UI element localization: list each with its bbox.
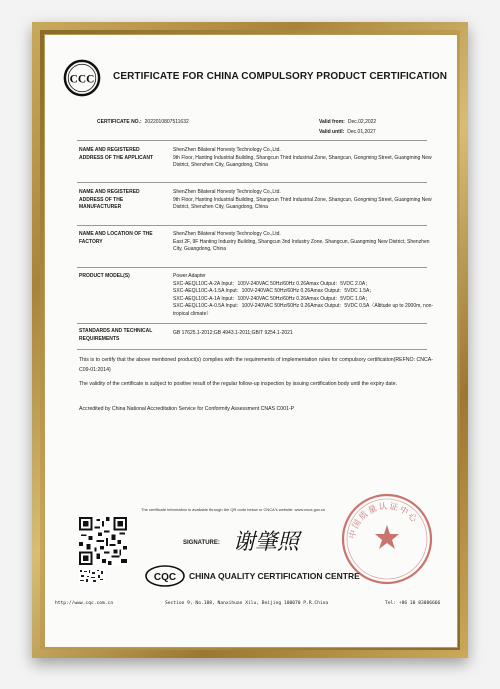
footer-tel: Tel: +86 10 83886666 xyxy=(385,601,441,606)
valid-from xyxy=(319,119,376,125)
signature-label: SIGNATURE: xyxy=(183,540,220,546)
certification-statement: This is to certify that the above mentioned product(s) complies with the requirements of implementation rules for compulsory certification(REFNO: CNCA-C09-01:2014) xyxy=(79,357,433,373)
certificate-no-label: CERTIFICATE NO.: xyxy=(97,119,142,125)
footer-website: http://www.cqc.com.cn xyxy=(55,601,114,606)
divider xyxy=(77,267,427,268)
qr-code-icon xyxy=(79,517,127,565)
manufacturer-label: NAME AND REGISTERED ADDRESS OF THE MANUFACTURER xyxy=(79,189,140,210)
divider xyxy=(77,225,427,226)
signature-image xyxy=(229,523,319,557)
applicant-name: ShenZhen Bilateral Honesty Technology Co.,Ltd. xyxy=(173,147,281,153)
issuer-name: CHINA QUALITY CERTIFICATION CENTRE xyxy=(189,571,360,581)
qr-notice: The certificate information is available through the QR code below or CNCA's website: www.cnca.gov.cn xyxy=(141,507,326,512)
product-line: SXC-AEQL10C-A-1A Input：100V-240VAC 50Hz/60Hz 0.26Amax Output：5VDC 1.0A； xyxy=(173,295,371,302)
valid-from-label: Valid from: xyxy=(319,119,345,125)
divider xyxy=(77,140,427,141)
ccc-logo-icon xyxy=(63,59,101,97)
applicant-section xyxy=(79,147,432,183)
applicant-label: NAME AND REGISTERED ADDRESS OF THE APPLICANT xyxy=(79,147,153,161)
product-line: SXC-AEQL10C-A-2A Input：100V-240VAC 50Hz/60Hz 0.26Amax Output：5VDC 2.0A； xyxy=(173,280,371,287)
divider xyxy=(77,323,427,324)
standards-label: STANDARDS AND TECHNICAL REQUIREMENTS xyxy=(79,328,153,342)
certificate-no-value: 2022010807511632 xyxy=(144,119,189,125)
factory-name: ShenZhen Bilateral Honesty Technology Co.,Ltd. xyxy=(173,231,281,237)
applicant-address: 9th Floor, Hanting Industrial Building, Shangcun Third Industrial Zone, Shangcun, Gongming Street, Guangming New District, Shenzhen City, Guangdong, China xyxy=(173,154,432,168)
signature-handwriting: 谢肇照 xyxy=(233,530,300,555)
product-line: SXC-AEQL10C-A-0.5A Input：100V-240VAC 50Hz/60Hz 0.26Amax Output：5VDC 0.5A（Altitude up to 2000m, non-tropical climate） xyxy=(173,303,434,317)
factory-label: NAME AND LOCATION OF THE FACTORY xyxy=(79,231,153,245)
divider xyxy=(77,182,427,183)
products-section xyxy=(79,273,434,323)
ccc-logo-text: CCC xyxy=(69,73,95,86)
barcode-icon xyxy=(79,569,105,583)
product-line: Power Adapter xyxy=(173,273,206,279)
cqc-logo-text: CQC xyxy=(153,572,177,583)
seal-text: 中国质量认证中心 xyxy=(347,501,420,540)
manufacturer-section xyxy=(79,189,432,225)
valid-until-value: Dec.01,2027 xyxy=(347,129,376,135)
manufacturer-value xyxy=(173,189,435,212)
factory-section xyxy=(79,231,429,267)
valid-until xyxy=(319,129,376,135)
manufacturer-address: 9th Floor, Hanting Industrial Building, Shangcun Third Industrial Zone, Shangcun, Gongming Street, Guangming New District, Shenzhen City, Guangdong, China xyxy=(173,196,432,210)
header xyxy=(63,59,448,99)
certificate-title: CERTIFICATE FOR CHINA COMPULSORY PRODUCT CERTIFICATION xyxy=(113,71,448,82)
standards-value: GB 17625.1-2012;GB 4943.1-2011;GB/T 9254.1-2021 xyxy=(173,330,293,336)
cqc-logo-icon xyxy=(145,565,185,587)
applicant-value xyxy=(173,147,435,170)
divider xyxy=(77,349,427,350)
products-label: PRODUCT MODEL(S) xyxy=(79,273,130,279)
accreditation-statement: Accredited by China National Accreditation Service for Conformity Assessment CNAS C001-P xyxy=(79,406,295,412)
factory-value xyxy=(173,231,435,254)
valid-until-label: Valid until: xyxy=(319,129,345,135)
product-line: SXC-AEQL10C-A-1.5A Input：100V-240VAC 50Hz/60Hz 0.26Amax Output：5VDC 1.5A； xyxy=(173,288,375,294)
certificate-paper xyxy=(44,34,458,648)
factory-address: East 2F, 9F Hanting Industry Building, Shangcun 3nd Industry Zone, Shangcun, Guangming New District, Shenzhen City, Guangdong, China xyxy=(173,238,430,252)
valid-from-value: Dec.02,2022 xyxy=(347,119,377,125)
standards-section xyxy=(79,328,429,348)
products-value xyxy=(173,273,435,318)
certificate-number xyxy=(97,119,189,125)
footer-address: Section 9, No.188, Nanxihuan Xilu, Beijing 100070 P.R.China xyxy=(165,601,329,606)
validity-statement: The validity of the certificate is subject to positive result of the regular follow-up inspection by issuing certification body until the expiry date. xyxy=(79,381,398,387)
manufacturer-name: ShenZhen Bilateral Honesty Technology Co.,Ltd. xyxy=(173,189,281,195)
